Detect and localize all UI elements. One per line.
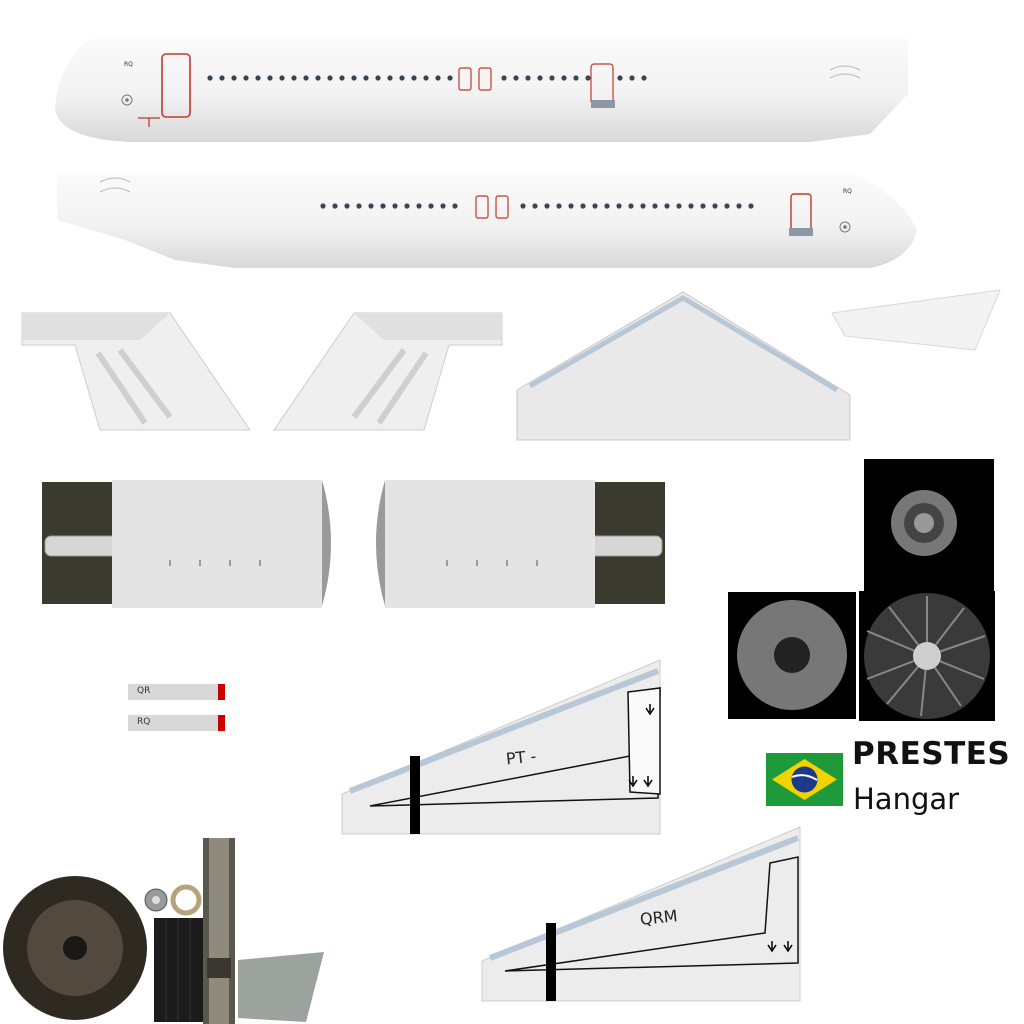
placard-top-label: QR	[137, 686, 151, 696]
fuselage-left-tag: RQ	[124, 61, 133, 68]
tread-texture	[154, 918, 204, 1022]
wing-upper-texture	[330, 656, 668, 836]
gear-rings-texture	[142, 884, 204, 916]
brand-title: PRESTES	[852, 736, 1011, 772]
engine-nacelle-right-texture	[367, 478, 667, 608]
wing-registration-mirrored: QRM	[639, 906, 679, 929]
wing-registration-prefix: PT -	[505, 746, 538, 769]
tire-texture	[0, 872, 152, 1024]
tail-fin-left-texture	[20, 305, 252, 435]
fuselage-left-texture	[50, 34, 910, 149]
fuselage-right-texture	[55, 160, 920, 275]
placard-bottom-label: RQ	[137, 717, 151, 727]
fan-blades-blurred-texture	[728, 592, 856, 719]
engine-nacelle-left-texture	[40, 478, 340, 608]
winglet-texture	[830, 288, 1002, 353]
brazil-flag-icon	[766, 753, 843, 806]
fan-blades-texture	[859, 591, 995, 721]
tail-fin-right-texture	[272, 305, 504, 435]
wheel-hub-texture	[864, 459, 994, 591]
horizontal-stabilizer-texture	[515, 290, 853, 442]
brand-subtitle: Hangar	[853, 782, 960, 816]
gear-door-texture	[236, 950, 326, 1024]
fuselage-right-tag: RQ	[843, 188, 852, 195]
gear-strut-texture	[203, 838, 235, 1024]
